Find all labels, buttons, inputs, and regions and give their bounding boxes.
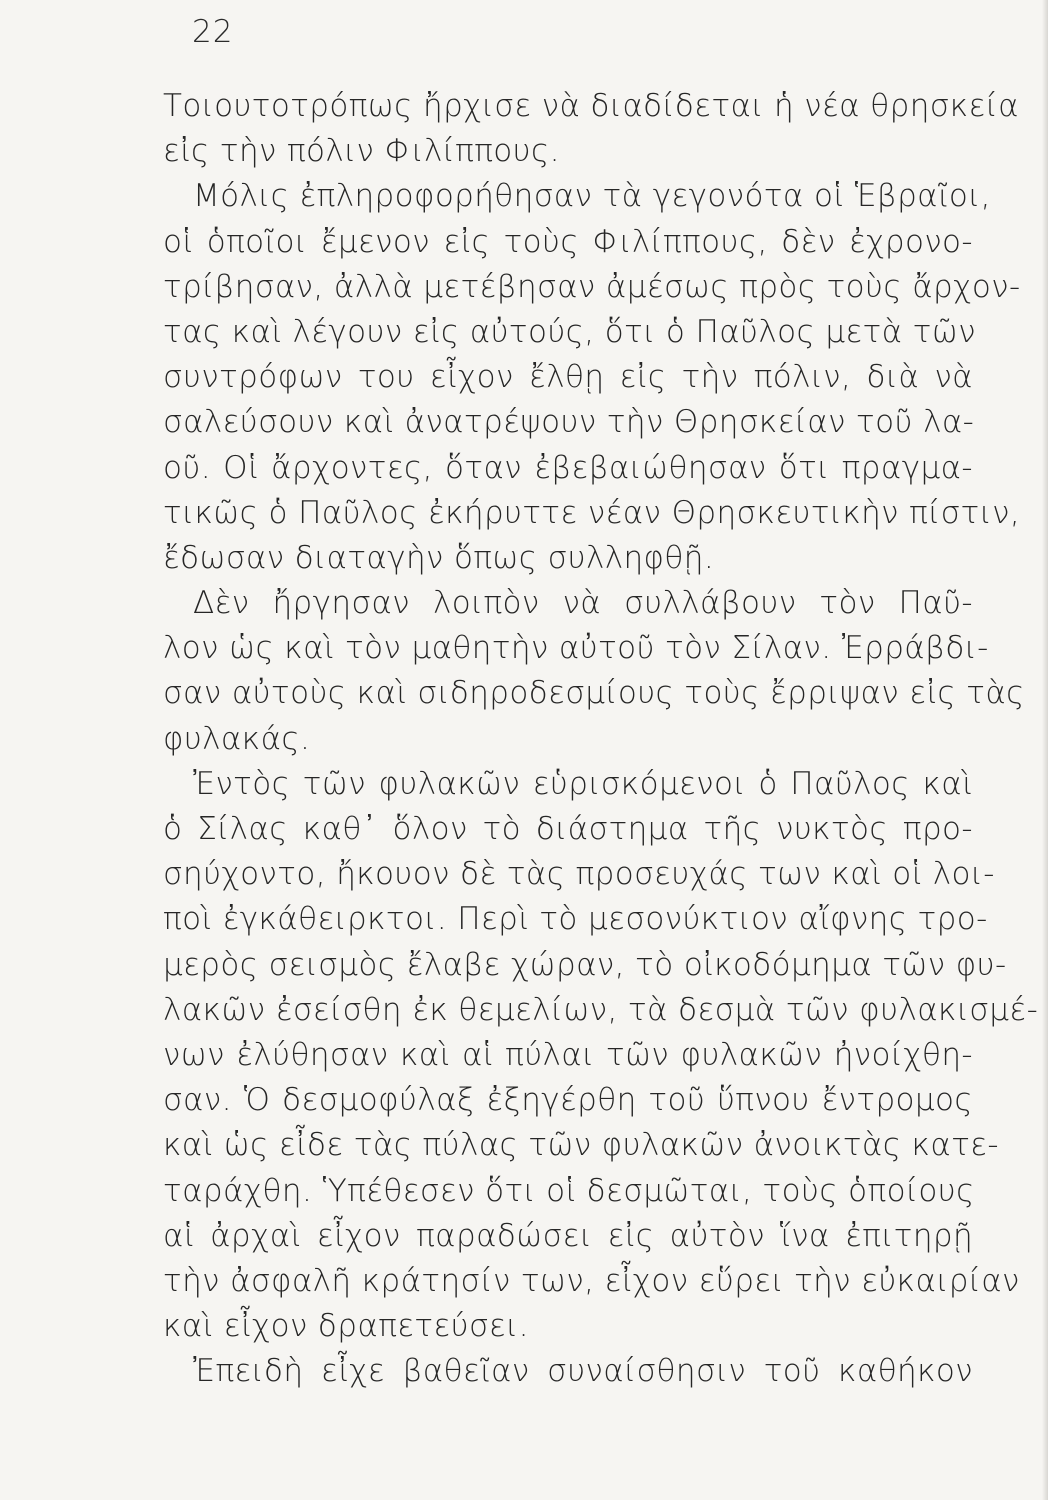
text-line: συντρόφων του εἶχον ἔλθῃ εἰς τὴν πόλιν, διὰ νὰ <box>163 359 973 396</box>
text-line: μερὸς σεισμὸς ἔλαβε χώραν, τὸ οἰκοδόμημα τῶν φυ- <box>163 946 1007 983</box>
text-line: Δὲν ἤργησαν λοιπὸν νὰ συλλάβουν τὸν Παῦ- <box>193 585 973 622</box>
text-line: σηύχοντο, ἤκουον δὲ τὰς προσευχάς των καὶ οἱ λοι- <box>163 856 995 893</box>
text-line: φυλακάς. <box>163 720 311 757</box>
text-line: Ἐντὸς τῶν φυλακῶν εὑρισκόμενοι ὁ Παῦλος καὶ <box>193 765 973 802</box>
text-line: σαλεύσουν καὶ ἀνατρέψουν τὴν Θρησκείαν τοῦ λα- <box>163 404 975 441</box>
text-line: λον ὡς καὶ τὸν μαθητὴν αὐτοῦ τὸν Σίλαν. Ἐρράβδι- <box>163 630 989 667</box>
text-line: αἱ ἀρχαὶ εἶχον παραδώσει εἰς αὐτὸν ἵνα ἐπιτηρῇ <box>163 1217 973 1254</box>
text-line: ποὶ ἐγκάθειρκτοι. Περὶ τὸ μεσονύκτιον αἴφνης τρο- <box>163 901 988 938</box>
text-line: καὶ ὡς εἶδε τὰς πύλας τῶν φυλακῶν ἀνοικτὰς κατε- <box>163 1127 1000 1164</box>
text-line: Μόλις ἐπληροφορήθησαν τὰ γεγονότα οἱ Ἑβραῖοι, <box>193 178 991 215</box>
text-line: σαν. Ὁ δεσμοφύλαξ ἐξηγέρθη τοῦ ὕπνου ἔντρομος <box>163 1082 973 1119</box>
text-line: Τοιουτοτρόπως ἤρχισε νὰ διαδίδεται ἡ νέα θρησκεία <box>163 88 1020 124</box>
text-line: οἱ ὁποῖοι ἔμενον εἰς τοὺς Φιλίππους, δὲν ἐχρονο- <box>163 223 973 260</box>
text-line: Ἐπειδὴ εἶχε βαθεῖαν συναίσθησιν τοῦ καθήκον <box>193 1353 973 1390</box>
text-line: ἔδωσαν διαταγὴν ὅπως συλληφθῇ. <box>163 539 715 576</box>
text-line: σαν αὐτοὺς καὶ σιδηροδεσμίους τοὺς ἔρριψαν εἰς τὰς <box>163 675 1025 712</box>
text-line: καὶ εἶχον δραπετεύσει. <box>163 1308 529 1345</box>
text-line: τὴν ἀσφαλῆ κράτησίν των, εἶχον εὕρει τὴν εὐκαιρίαν <box>163 1262 1020 1299</box>
text-line: ταράχθη. Ὑπέθεσεν ὅτι οἱ δεσμῶται, τοὺς ὁποίους <box>163 1172 975 1209</box>
text-line: τικῶς ὁ Παῦλος ἐκήρυττε νέαν Θρησκευτικὴν πίστιν, <box>163 494 1021 531</box>
page-edge-shadow <box>1042 0 1048 1500</box>
text-line: νων ἐλύθησαν καὶ αἱ πύλαι τῶν φυλακῶν ἠνοίχθη- <box>163 1036 973 1073</box>
text-line: τας καὶ λέγουν εἰς αὐτούς, ὅτι ὁ Παῦλος μετὰ τῶν <box>163 313 976 350</box>
body-text <box>163 84 1039 1394</box>
text-line: οῦ. Οἱ ἄρχοντες, ὅταν ἐβεβαιώθησαν ὅτι πραγμα- <box>163 449 973 486</box>
text-line: ὁ Σίλας καθ᾽ ὅλον τὸ διάστημα τῆς νυκτὸς προ- <box>163 811 973 847</box>
page-number: 22 <box>192 14 234 50</box>
text-line: λακῶν ἐσείσθη ἐκ θεμελίων, τὰ δεσμὰ τῶν φυλακισμέ- <box>163 991 1039 1028</box>
text-line: τρίβησαν, ἀλλὰ μετέβησαν ἀμέσως πρὸς τοὺς ἄρχον- <box>163 268 1021 305</box>
text-line: εἰς τὴν πόλιν Φιλίππους. <box>163 133 560 170</box>
